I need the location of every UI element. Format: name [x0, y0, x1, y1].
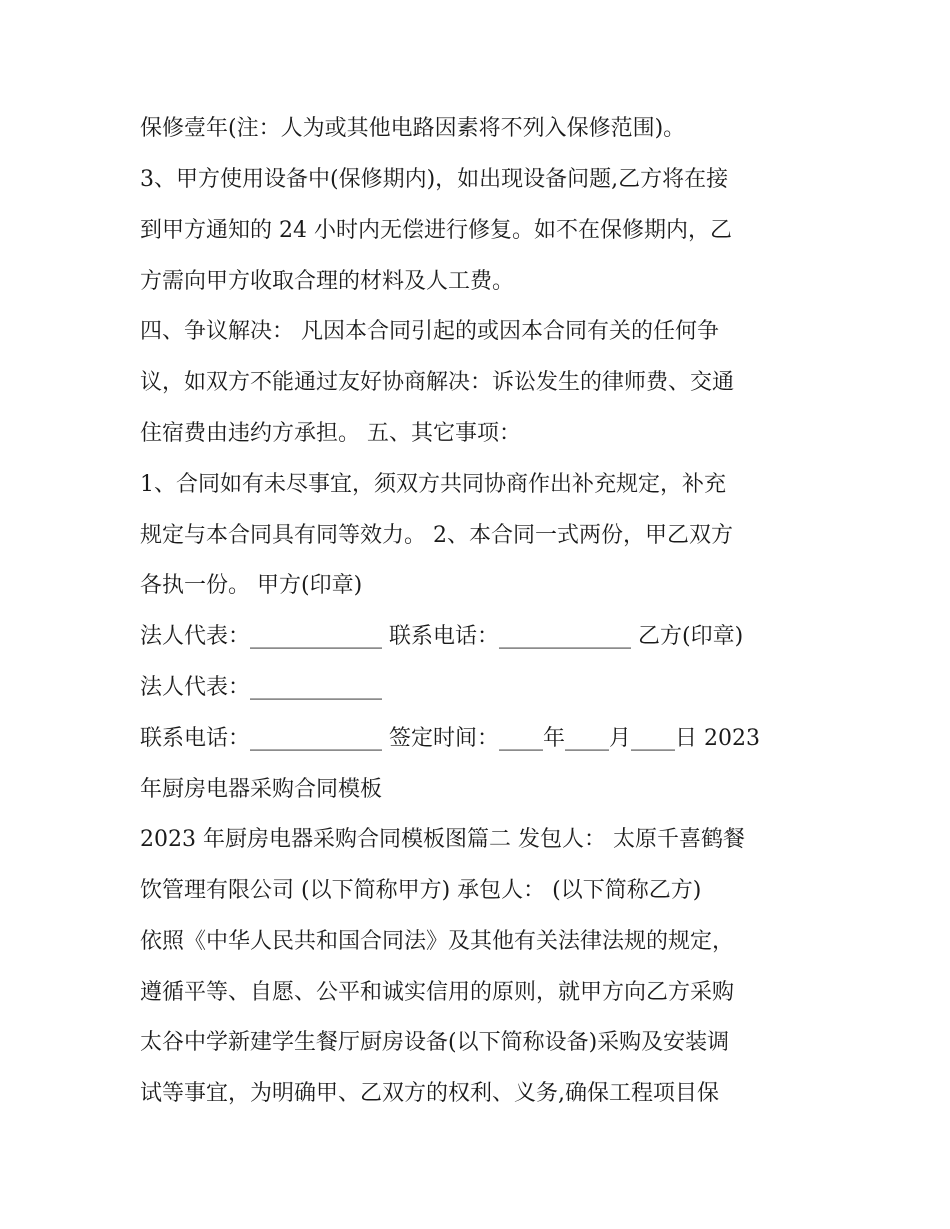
text-line: 到甲方通知的 24 小时内无偿进行修复。如不在保修期内，乙	[140, 218, 732, 243]
text-line: 各执一份。 甲方(印章)	[140, 573, 363, 598]
text-line: 3、甲方使用设备中(保修期内)，如出现设备问题,乙方将在接	[140, 167, 729, 192]
text-line: 四、争议解决： 凡因本合同引起的或因本合同有关的任何争	[140, 319, 719, 344]
signature-line: 法人代表：____________ 联系电话：____________ 乙方(印章)	[140, 624, 744, 649]
text-line: 1、合同如有未尽事宜，须双方共同协商作出补充规定，补充	[140, 472, 726, 497]
text-line: 依照《中华人民共和国合同法》及其他有关法律法规的规定，	[140, 929, 735, 954]
text-line: 议，如双方不能通过友好协商解决：诉讼发生的律师费、交通	[140, 370, 735, 395]
signature-line: 法人代表：____________	[140, 675, 383, 700]
text-line: 住宿费由违约方承担。 五、其它事项：	[140, 421, 521, 446]
document-title-line: 年厨房电器采购合同模板	[140, 777, 383, 802]
text-line: 遵循平等、自愿、公平和诚实信用的原则，就甲方向乙方采购	[140, 980, 735, 1005]
text-line: 保修壹年(注：人为或其他电路因素将不列入保修范围)。	[140, 116, 686, 141]
text-line: 2023 年厨房电器采购合同模板图篇二 发包人： 太原千喜鹤餐	[140, 827, 745, 852]
text-line: 太谷中学新建学生餐厅厨房设备(以下简称设备)采购及安装调	[140, 1030, 730, 1055]
text-line: 规定与本合同具有同等效力。 2、本合同一式两份，甲乙双方	[140, 523, 733, 548]
text-line: 方需向甲方收取合理的材料及人工费。	[140, 269, 515, 294]
text-line: 饮管理有限公司 (以下简称甲方) 承包人： (以下简称乙方)	[140, 878, 702, 903]
text-line: 试等事宜，为明确甲、乙双方的权利、义务,确保工程项目保	[140, 1081, 719, 1106]
signature-line: 联系电话：____________ 签定时间：____年____月____日 2023	[140, 726, 760, 751]
